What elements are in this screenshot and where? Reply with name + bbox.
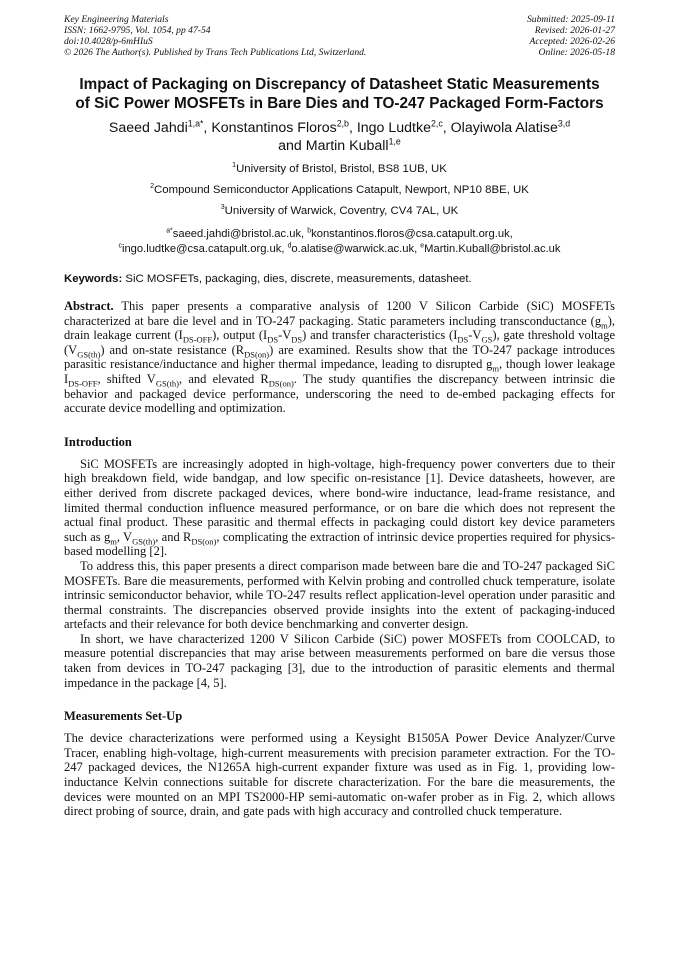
author-sup: 3,d: [557, 118, 571, 129]
email-link[interactable]: ingo.ludtke@csa.catapult.org.uk,: [121, 242, 285, 255]
paragraph-text: SiC MOSFETs are increasingly adopted in high-voltage, high-frequency power converters due to their high breakdown field, wide bandgap, and low specific on-resistance [1]. Device datasheets, however, are either derived from discrete packaged devices, where bond-wire inductance, lead-frame resistance, and limited thermal conduction influence measured performance, or on bare die which does not represent the actual final product. These parasitic and thermal effects in packaging could distort key device parameters such as g: [64, 456, 615, 544]
email-sup: e: [420, 241, 425, 249]
doi[interactable]: doi:10.4028/p-6mHIuS: [64, 36, 153, 47]
date-accepted: Accepted: 2026-02-26: [529, 36, 615, 47]
abstract-text: , and elevated R: [178, 371, 269, 386]
setup-paragraph-1: The device characterizations were performed using a Keysight B1505A Power Device Analyzer/Curve Tracer, enabling high-voltage, high-current measurements with precision parameter extraction. For the TO-247 packaged devices, the N1265A high-current expander fixture was used as in Fig. 1, providing low-inductance Kelvin connections suitable for discrete characterization. For the bare die measurements, the devices were mounted on an MPI TS2000-HP semi-automatic on-wafer prober as in Fig. 2, which allows direct probing of source, drain, and gate pads with high accuracy and controlled chuck temperature.: [64, 731, 615, 819]
subscript: DS-OFF: [68, 378, 98, 389]
intro-paragraph-1: [64, 457, 615, 559]
author-name: Konstantinos Floros: [211, 120, 337, 136]
title-line-2: of SiC Power MOSFETs in Bare Dies and TO-247 Packaged Form-Factors: [75, 94, 604, 112]
date-revised: Revised: 2026-01-27: [534, 25, 615, 36]
keywords-label: Keywords:: [64, 273, 123, 285]
author-sup: 2,c: [430, 118, 443, 129]
subscript: m: [110, 536, 117, 547]
section-heading-introduction: Introduction: [64, 434, 132, 449]
affiliation-sup: 2: [150, 183, 155, 191]
subscript: DS-OFF: [182, 334, 213, 345]
abstract-text: ) and transfer characteristics (I: [302, 328, 458, 343]
dates-info: [527, 14, 615, 58]
date-online: Online: 2026-05-18: [538, 47, 615, 58]
journal-header: [64, 14, 615, 58]
section-heading-setup: Measurements Set-Up: [64, 709, 183, 724]
affiliation-sup: 1: [232, 162, 237, 170]
subscript: m: [601, 320, 608, 331]
email-sup: b: [307, 227, 312, 235]
keywords: [64, 273, 615, 285]
intro-paragraph-3: In short, we have characterized 1200 V Silicon Carbide (SiC) power MOSFETs from COOLCAD, to measure potential discrepancies that may arise between measurements performed on bare die versus those taken from devices in TO-247 packaging [3], due to the introduction of parasitic elements and thermal impedance in the package [4, 5].: [64, 631, 615, 690]
abstract-text: This paper presents a comparative analysis of 1200 V Silicon Carbide (SiC) MOSFETs characterized at bare die level and in TO-247 packaging. Static parameters including transconductance (g: [64, 299, 615, 328]
subscript: DS(on): [191, 536, 217, 547]
author-name: Olayiwola Alatise: [450, 120, 558, 136]
paragraph-text: , V: [116, 529, 133, 544]
abstract-text: ), output (I: [212, 328, 268, 343]
affiliation-text: University of Bristol, Bristol, BS8 1UB, UK: [236, 163, 447, 175]
abstract: [64, 299, 615, 416]
author-sup: 2,b: [336, 118, 349, 129]
subscript: DS(on): [244, 349, 270, 360]
author-conjunction: and: [278, 138, 302, 154]
affiliation-2: [64, 183, 615, 197]
paper-page: [64, 14, 615, 819]
author-sup: 1,a*: [187, 118, 204, 129]
journal-info: [64, 14, 366, 58]
journal-name: Key Engineering Materials: [64, 14, 169, 25]
abstract-text: -V: [468, 328, 482, 343]
abstract-text: , shifted V: [97, 371, 156, 386]
abstract-text: -V: [278, 328, 292, 343]
email-link[interactable]: Martin.Kuball@bristol.ac.uk: [424, 242, 561, 255]
subscript: GS(th): [155, 378, 179, 389]
author-name: Ingo Ludtke: [356, 120, 431, 136]
author-name: Saeed Jahdi: [108, 120, 188, 136]
paragraph-text: , and R: [155, 529, 192, 544]
copyright: © 2026 The Author(s). Published by Trans Tech Publications Ltd, Switzerland.: [64, 47, 367, 58]
subscript: DS: [457, 334, 469, 345]
email-line-2: [64, 242, 615, 257]
affiliation-sup: 3: [220, 204, 225, 212]
subscript: GS: [481, 334, 493, 345]
email-sup: c: [118, 241, 122, 249]
abstract-text: . The study quantifies the discrepancy between intrinsic die behavior and packaged device performance, underscoring the need to de-embed packaging effects for accurate device modelling and optimization.: [64, 371, 616, 416]
affiliation-text: Compound Semiconductor Applications Catapult, Newport, NP10 8BE, UK: [154, 184, 529, 196]
email-link[interactable]: saeed.jahdi@bristol.ac.uk,: [172, 228, 305, 240]
journal-issn: ISSN: 1662-9795, Vol. 1054, pp 47-54: [64, 25, 211, 36]
keywords-text: SiC MOSFETs, packaging, dies, discrete, measurements, datasheet.: [125, 273, 472, 285]
subscript: GS(th): [77, 349, 101, 360]
paper-title: [64, 76, 615, 113]
affiliation-1: [64, 162, 615, 176]
author-name: Martin Kuball: [305, 138, 389, 154]
affiliation-3: [64, 204, 615, 218]
paragraph-text: , complicating the extraction of intrinsic device properties required for physics-based modelling [2].: [64, 529, 615, 559]
abstract-text: ) and on-state resistance (R: [100, 342, 245, 357]
email-line-1: [64, 227, 615, 242]
intro-paragraph-2: To address this, this paper presents a direct comparison made between bare die and TO-247 packaged SiC MOSFETs. Bare die measurements, performed with Kelvin probing and controlled chuck temperature, isolate intrinsic semiconductor behavior, while TO-247 results reflect application-level operation under parasitic and thermal constraints. The discrepancies observed provide insights into the extent of packaging-induced artefacts and their relevance for both device benchmarking and converter design.: [64, 558, 615, 632]
abstract-text: , though lower leakage I: [64, 357, 615, 386]
subscript: DS(on): [268, 378, 294, 389]
subscript: DS: [267, 334, 279, 345]
email-link[interactable]: o.alatise@warwick.ac.uk,: [291, 242, 418, 255]
email-sup: d: [287, 241, 292, 249]
author-list: Saeed Jahdi$^{1,a*}$, Konstantinos Floros$^{2,b}$, Ingo Ludtke$^{2,c}$, Olayiwola Alatise$^{3,d}$ and Martin Kuball$^{1,e}$: [108, 118, 571, 154]
date-submitted: Submitted: 2025-09-11: [526, 14, 615, 25]
email-link[interactable]: konstantinos.floros@csa.catapult.org.uk,: [311, 228, 513, 240]
affiliation-text: University of Warwick, Coventry, CV4 7AL, UK: [224, 205, 459, 217]
email-sup: a*: [166, 227, 173, 235]
abstract-text: ), drain leakage current (I: [64, 313, 615, 343]
abstract-text: ) are examined. Results show that the TO-247 package introduces parasitic resistance/inductance and higher thermal impedance, leading to disrupted g: [64, 342, 615, 372]
abstract-label: Abstract.: [64, 299, 114, 313]
subscript: m: [492, 363, 500, 374]
abstract-text: ), gate threshold voltage (V: [64, 328, 615, 357]
email-list: [64, 227, 615, 256]
subscript: DS: [291, 334, 303, 345]
subscript: GS(th): [132, 536, 156, 547]
author-sup: 1,e: [388, 136, 401, 147]
title-line-1: Impact of Packaging on Discrepancy of Datasheet Static Measurements: [79, 76, 600, 93]
